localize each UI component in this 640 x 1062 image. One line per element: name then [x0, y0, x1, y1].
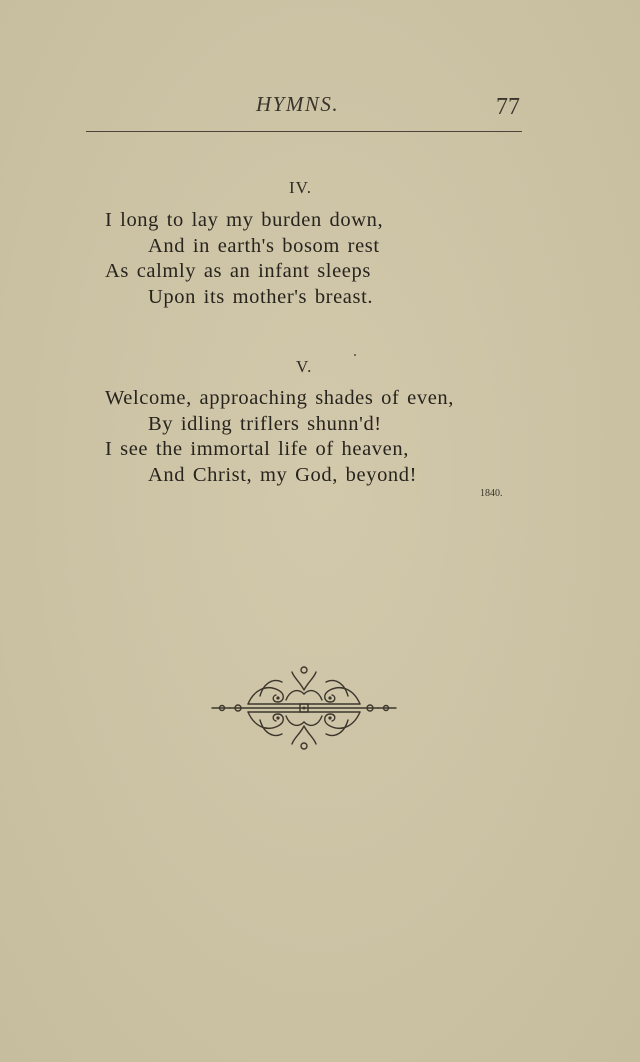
verse-line: I see the immortal life of heaven, [105, 438, 409, 460]
stanza-number-v: V. [296, 357, 313, 376]
verse-line: Welcome, approaching shades of even, [105, 387, 454, 409]
stanza-number-iv: IV. [289, 178, 312, 197]
verse-line: By idling triflers shunn'd! [148, 412, 382, 435]
page-title: HYMNS. [256, 92, 340, 116]
verse-line: Upon its mother's breast. [148, 285, 374, 308]
verse-line: I long to lay my burden down, [105, 209, 384, 231]
fleuron-ornament-icon [208, 660, 400, 756]
verse-line: And Christ, my God, beyond! [148, 463, 418, 486]
header-rule [86, 131, 522, 132]
paper-speck [354, 354, 356, 356]
running-head [86, 88, 522, 128]
composition-date: 1840. [480, 488, 503, 499]
verse-line: And in earth's bosom rest [148, 234, 380, 257]
page-number: 77 [496, 94, 520, 120]
verse-line: As calmly as an infant sleeps [105, 260, 371, 282]
stanza-iv [105, 208, 383, 310]
stanza-v [105, 386, 454, 488]
